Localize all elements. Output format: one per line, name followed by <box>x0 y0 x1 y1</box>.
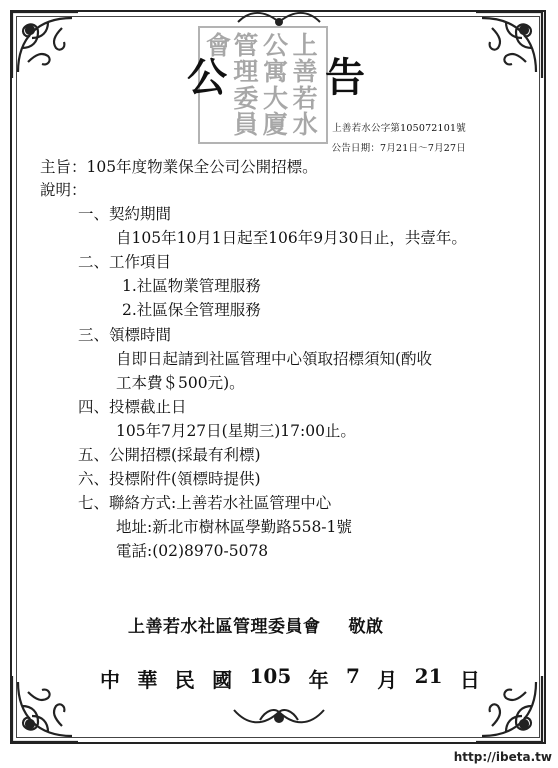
corner-ornament-icon <box>8 672 82 746</box>
item-text: 105年7月27日(星期三)17:00止。 <box>116 422 356 440</box>
contact-phone: 電話:(02)8970-5078 <box>116 542 269 560</box>
bottom-ornament-icon <box>230 700 328 732</box>
seal-char: 廈 <box>263 110 289 140</box>
explanation-label: 說明： <box>40 181 87 199</box>
issue-date <box>100 664 480 693</box>
signature-closing: 敬啟 <box>348 617 384 637</box>
seal-char: 水 <box>292 110 318 140</box>
signature-org: 上善若水社區管理委員會 <box>128 617 321 637</box>
date-part: 民 <box>174 668 195 692</box>
seal-char: 公 <box>263 30 289 60</box>
title-char: 公 <box>187 54 227 101</box>
corner-ornament-icon <box>8 8 82 82</box>
date-part: 華 <box>137 668 158 692</box>
item-heading: 四、投標截止日 <box>78 398 187 416</box>
item-heading: 六、投標附件(領標時提供) <box>78 470 261 488</box>
seal-char: 管 <box>233 30 259 60</box>
seal-char: 善 <box>292 57 318 87</box>
contact-address: 地址:新北市樹林區學勤路558-1號 <box>116 518 352 536</box>
item-text: 自即日起請到社區管理中心領取招標須知(酌收 <box>116 350 433 368</box>
item-text: 工本費＄500元)。 <box>116 374 245 392</box>
subject-line: 主旨：105年度物業保全公司公開招標。 <box>40 158 318 176</box>
seal-char: 委 <box>233 83 259 113</box>
item-heading: 二、工作項目 <box>78 253 172 271</box>
date-part: 日 <box>459 668 480 692</box>
date-part: 21 <box>414 664 443 688</box>
item-text: 自105年10月1日起至106年9月30日止，共壹年。 <box>116 229 467 247</box>
date-part: 中 <box>100 668 120 692</box>
corner-ornament-icon <box>472 672 546 746</box>
seal-char: 上 <box>292 30 318 60</box>
title-char: 告 <box>325 54 365 101</box>
announcement-date: 公告日期：7月21日～7月27日 <box>331 143 466 154</box>
seal-char: 大 <box>263 83 289 113</box>
seal-char: 員 <box>233 110 259 140</box>
seal-char: 若 <box>292 83 318 113</box>
item-heading: 一、契約期間 <box>78 205 172 223</box>
item-heading: 五、公開招標(採最有利標) <box>78 446 261 464</box>
document-number: 上善若水公字第105072101號 <box>332 123 466 134</box>
signature-line <box>128 612 384 637</box>
corner-ornament-icon <box>472 8 546 82</box>
seal-char: 理 <box>233 57 259 87</box>
seal-char: 會 <box>206 30 232 60</box>
date-part: 年 <box>308 668 329 692</box>
item-heading: 七、聯絡方式:上善若水社區管理中心 <box>78 494 332 512</box>
date-part: 月 <box>377 668 398 692</box>
date-part: 7 <box>346 664 360 688</box>
seal-char: 寓 <box>263 57 289 87</box>
item-heading: 三、領標時間 <box>78 326 172 344</box>
item-subpoint: 1.社區物業管理服務 <box>122 277 261 295</box>
date-part: 國 <box>212 668 233 692</box>
item-subpoint: 2.社區保全管理服務 <box>122 301 261 319</box>
source-watermark: http://ibeta.tw <box>453 750 552 764</box>
date-part: 105 <box>249 664 292 688</box>
